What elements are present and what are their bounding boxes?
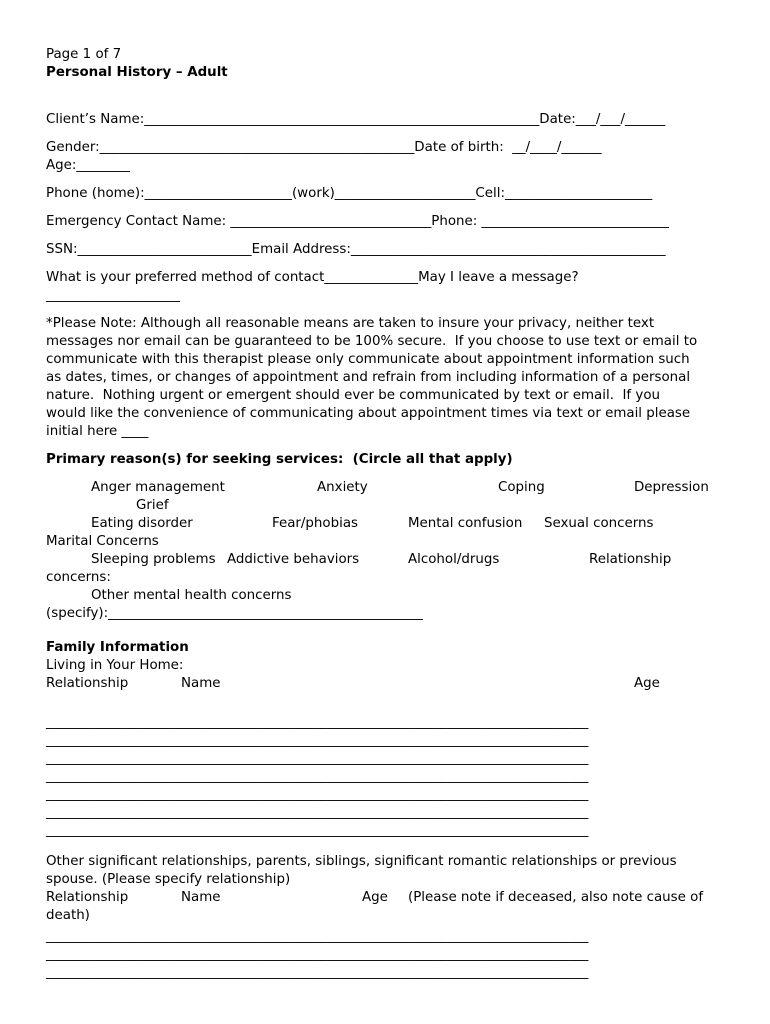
option-relationship-concerns-cont: concerns: xyxy=(46,570,111,585)
option-grief[interactable]: Grief xyxy=(136,498,169,513)
col-relationship: Relationship xyxy=(46,676,129,691)
option-addictive-behaviors[interactable]: Addictive behaviors xyxy=(227,552,360,567)
contact-method-blank[interactable]: ____________________ xyxy=(46,288,180,303)
household-entry-line[interactable]: _________________________________________________________________________________ xyxy=(46,733,589,748)
relationship-entry-line[interactable]: _________________________________________________________________________________ xyxy=(46,947,589,962)
option-fear-phobias[interactable]: Fear/phobias xyxy=(272,516,359,531)
option-coping[interactable]: Coping xyxy=(498,480,545,495)
note-line: *Please Note: Although all reasonable means are taken to insure your privacy, neither text xyxy=(46,316,655,331)
option-mental-confusion[interactable]: Mental confusion xyxy=(408,516,523,531)
contact-method-field[interactable]: What is your preferred method of contact______________May I leave a message? xyxy=(46,270,579,285)
client-name-field[interactable]: Client’s Name:___________________________________________________________Date:___/___/______ xyxy=(46,112,666,127)
other-relationships-text: Other significant relationships, parents, siblings, significant romantic relationships or previous xyxy=(46,854,677,869)
col2-note-cont: death) xyxy=(46,908,90,923)
note-line: nature. Nothing urgent or emergent should ever be communicated by text or email. If you xyxy=(46,388,660,403)
relationship-entry-line[interactable]: _________________________________________________________________________________ xyxy=(46,965,589,980)
option-depression[interactable]: Depression xyxy=(634,480,709,495)
option-anger-management[interactable]: Anger management xyxy=(91,480,225,495)
household-entry-line[interactable]: _________________________________________________________________________________ xyxy=(46,715,589,730)
option-eating-disorder[interactable]: Eating disorder xyxy=(91,516,193,531)
page-number: Page 1 of 7 xyxy=(46,47,122,62)
option-marital-concerns[interactable]: Marital Concerns xyxy=(46,534,159,549)
gender-dob-field[interactable]: Gender:_______________________________________________Date of birth: __/____/______ xyxy=(46,140,602,155)
option-sleeping-problems[interactable]: Sleeping problems xyxy=(91,552,216,567)
other-relationships-text: spouse. (Please specify relationship) xyxy=(46,872,291,887)
other-specify-field[interactable]: (specify):_______________________________________________ xyxy=(46,606,423,621)
option-anxiety[interactable]: Anxiety xyxy=(317,480,368,495)
household-entry-line[interactable]: _________________________________________________________________________________ xyxy=(46,751,589,766)
relationship-entry-line[interactable]: _________________________________________________________________________________ xyxy=(46,929,589,944)
col-name: Name xyxy=(181,676,221,691)
form-title: Personal History – Adult xyxy=(46,65,228,80)
note-line: messages nor email can be guaranteed to be 100% secure. If you choose to use text or email to xyxy=(46,334,698,349)
option-relationship-concerns[interactable]: Relationship xyxy=(589,552,672,567)
initial-here-field[interactable]: initial here ____ xyxy=(46,424,149,439)
household-entry-line[interactable]: _________________________________________________________________________________ xyxy=(46,805,589,820)
option-sexual-concerns[interactable]: Sexual concerns xyxy=(544,516,654,531)
col2-name: Name xyxy=(181,890,221,905)
col2-relationship: Relationship xyxy=(46,890,129,905)
reasons-heading: Primary reason(s) for seeking services: (Circle all that apply) xyxy=(46,452,513,467)
note-line: communicate with this therapist please only communicate about appointment information such xyxy=(46,352,690,367)
col2-age: Age xyxy=(362,890,388,905)
family-heading: Family Information xyxy=(46,640,189,655)
note-line: would like the convenience of communicating about appointment times via text or email please xyxy=(46,406,691,421)
phone-field[interactable]: Phone (home):______________________(work)_____________________Cell:______________________ xyxy=(46,186,653,201)
living-in-home-label: Living in Your Home: xyxy=(46,658,184,673)
household-entry-line[interactable]: _________________________________________________________________________________ xyxy=(46,769,589,784)
option-alcohol-drugs[interactable]: Alcohol/drugs xyxy=(408,552,500,567)
col-age: Age xyxy=(634,676,660,691)
col2-note: (Please note if deceased, also note cause of xyxy=(408,890,704,905)
note-line: as dates, times, or changes of appointment and refrain from including information of a personal xyxy=(46,370,691,385)
option-other-concerns[interactable]: Other mental health concerns xyxy=(91,588,292,603)
emergency-contact-field[interactable]: Emergency Contact Name: ______________________________Phone: ____________________________ xyxy=(46,214,669,229)
household-entry-line[interactable]: _________________________________________________________________________________ xyxy=(46,787,589,802)
ssn-email-field[interactable]: SSN:__________________________Email Address:_______________________________________________ xyxy=(46,242,666,257)
age-field[interactable]: Age:________ xyxy=(46,158,130,173)
household-entry-line[interactable]: _________________________________________________________________________________ xyxy=(46,823,589,838)
